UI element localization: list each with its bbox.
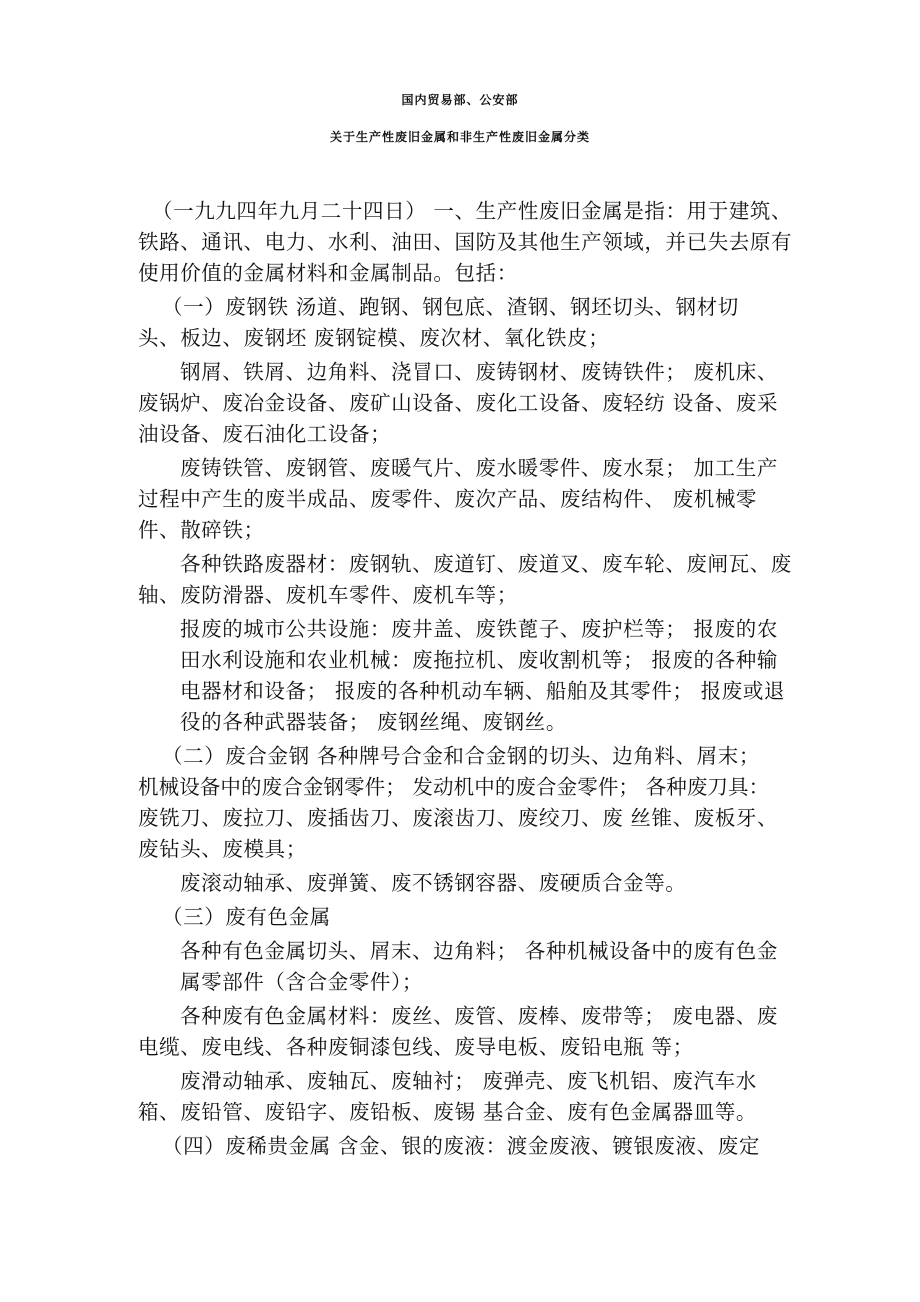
text-line: 油设备、废石油化工设备； — [138, 422, 392, 446]
text-line: 各种废有色金属材料：废丝、废管、废棒、废带等； 废电器、废 — [180, 1004, 778, 1028]
text-line: 废锅炉、废冶金设备、废矿山设备、废化工设备、废轻纺 设备、废采 — [138, 391, 779, 415]
text-line: 电缆、废电线、各种废铜漆包线、废导电板、废铅电瓶 等； — [138, 1035, 694, 1059]
text-line: 废铣刀、废拉刀、废插齿刀、废滚齿刀、废绞刀、废 丝锥、废板牙、 — [138, 806, 779, 830]
text-line: （一）废钢铁 汤道、跑钢、钢包底、渣钢、钢坯切头、钢材切 — [162, 295, 739, 319]
text-line: 各种铁路废器材：废钢轨、废道钉、废道叉、废车轮、废闸瓦、废 — [180, 552, 792, 576]
text-line: 电器材和设备； 报废的各种机动车辆、船舶及其零件； 报废或退 — [180, 679, 786, 703]
text-line: 废滑动轴承、废轴瓦、废轴衬； 废弹壳、废飞机铝、废汽车水 — [180, 1069, 757, 1093]
text-line: 使用价值的金属材料和金属制品。包括： — [138, 261, 518, 285]
text-line: 役的各种武器装备； 废钢丝绳、废钢丝。 — [180, 710, 567, 734]
text-line: 过程中产生的废半成品、废零件、废次产品、废结构件、 废机械零 — [138, 487, 758, 511]
text-line: 废滚动轴承、废弹簧、废不锈钢容器、废硬质合金等。 — [180, 871, 687, 895]
text-line: 箱、废铅管、废铅字、废铅板、废锡 基合金、废有色金属器皿等。 — [138, 1100, 758, 1124]
text-line: 废钻头、废模具； — [138, 837, 307, 861]
text-line: 废铸铁管、废钢管、废暖气片、废水暖零件、废水泵； 加工生产 — [180, 456, 778, 480]
text-line: 属零部件（含合金零件）； — [180, 970, 423, 994]
text-line: 铁路、通讯、电力、水利、油田、国防及其他生产领域，并已失去原有 — [138, 230, 793, 254]
text-line: 件、散碎铁； — [138, 518, 265, 542]
text-line: 钢屑、铁屑、边角料、浇冒口、废铸钢材、废铸铁件； 废机床、 — [180, 360, 778, 384]
text-line: 机械设备中的废合金钢零件； 发动机中的废合金零件； 各种废刀具： — [138, 775, 770, 799]
text-line: （三）废有色金属 — [162, 905, 331, 929]
document-title-line-2: 关于生产性废旧金属和非生产性废旧金属分类 — [329, 130, 590, 144]
text-line: （一九九四年九月二十四日） 一、生产性废旧金属是指：用于建筑、 — [152, 199, 793, 223]
text-line: （二）废合金钢 各种牌号合金和合金钢的切头、边角料、屑末； — [162, 744, 760, 768]
text-line: 田水利设施和农业机械：废拖拉机、废收割机等； 报废的各种输 — [180, 648, 778, 672]
text-line: 各种有色金属切头、屑末、边角料； 各种机械设备中的废有色金 — [180, 939, 778, 963]
text-line: 报废的城市公共设施：废井盖、废铁蓖子、废护栏等； 报废的农 — [180, 617, 778, 641]
text-line: 轴、废防滑器、废机车零件、废机车等； — [138, 583, 518, 607]
text-line: （四）废稀贵金属 含金、银的废液：渡金废液、镀银废液、废定 — [162, 1134, 760, 1158]
text-line: 头、板边、废钢坯 废钢锭模、废次材、氧化铁皮； — [138, 326, 610, 350]
document-title-line-1: 国内贸易部、公安部 — [401, 93, 519, 107]
